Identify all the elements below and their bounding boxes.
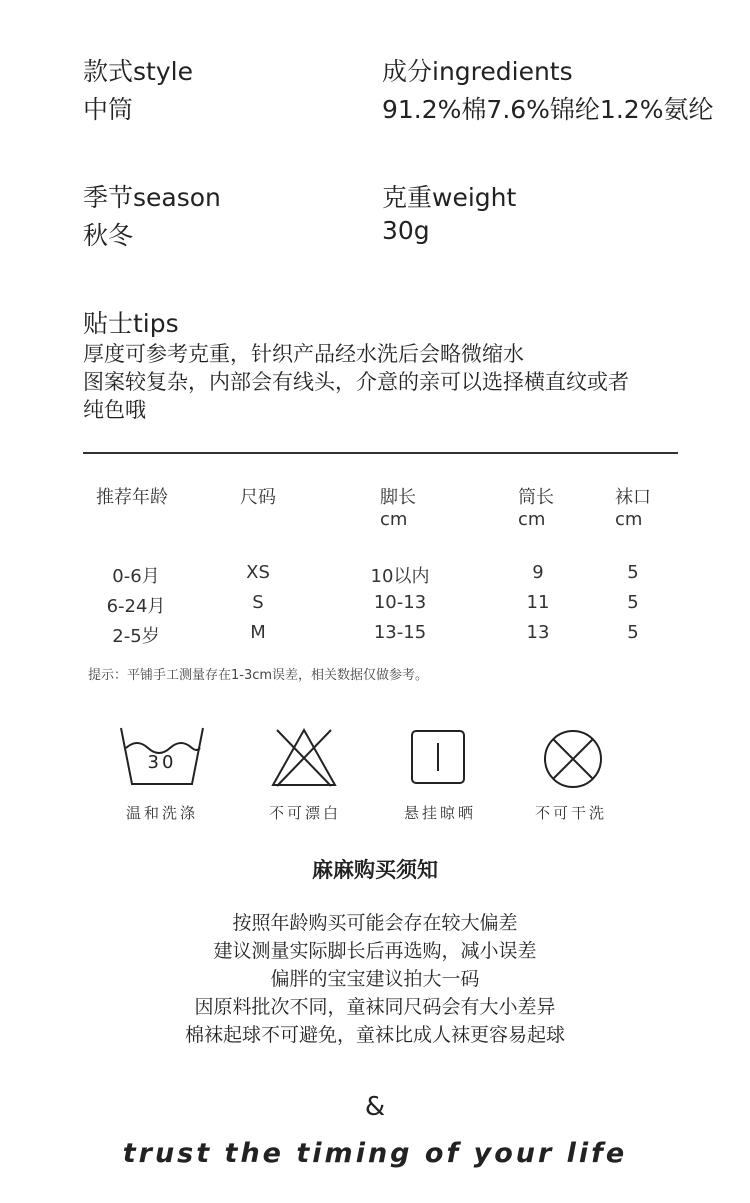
measurement-note: 提示：平铺手工测量存在1-3cm误差，相关数据仅做参考。 (88, 668, 429, 683)
wash-30-icon (118, 726, 206, 788)
season-label: 季节season (83, 183, 221, 212)
wash-temperature: 30 (147, 752, 177, 773)
table-header-age: 推荐年龄 (96, 487, 168, 508)
table-cell: 6-24月 (106, 596, 166, 617)
table-cell: M (250, 622, 266, 643)
table-header-foot-length: 脚长 cm (380, 487, 416, 530)
table-cell: S (252, 592, 264, 613)
tips-label: 贴士tips (83, 309, 179, 338)
table-cell: 13 (526, 622, 550, 643)
table-cell: 10以内 (370, 566, 430, 587)
ampersand: & (364, 1092, 386, 1122)
table-cell: 5 (627, 622, 639, 643)
season-value: 秋冬 (83, 221, 134, 250)
table-header-cuff: 袜口 cm (615, 487, 651, 530)
table-cell: 0-6月 (112, 566, 160, 587)
divider (83, 452, 678, 454)
style-label: 款式style (83, 57, 193, 86)
notice-line: 棉袜起球不可避免，童袜比成人袜更容易起球 (184, 1024, 565, 1046)
care-label-no-bleach: 不可漂白 (268, 804, 341, 822)
table-cell: 13-15 (373, 622, 427, 643)
tips-line: 图案较复杂，内部会有线头，介意的亲可以选择横直纹或者 (83, 370, 629, 394)
table-cell: 11 (526, 592, 550, 613)
notice-line: 按照年龄购买可能会存在较大偏差 (232, 912, 518, 934)
care-label-hang-dry: 悬挂晾晒 (403, 804, 476, 822)
table-cell: 9 (532, 562, 544, 583)
care-label-no-dry-clean: 不可干洗 (534, 804, 607, 822)
table-header-size: 尺码 (240, 487, 276, 508)
ingredients-label: 成分ingredients (382, 57, 573, 86)
no-dry-clean-icon (541, 729, 605, 789)
table-cell: 5 (627, 562, 639, 583)
care-label-gentle-wash: 温和洗涤 (125, 804, 198, 822)
tips-line: 纯色哦 (83, 398, 146, 422)
notice-line: 建议测量实际脚长后再选购，减小误差 (213, 940, 537, 962)
style-value: 中筒 (83, 95, 134, 124)
slogan: trust the timing of your life (122, 1138, 628, 1169)
tips-line: 厚度可参考克重，针织产品经水洗后会略微缩水 (83, 342, 524, 366)
notice-title: 麻麻购买须知 (312, 858, 438, 882)
table-cell: 10-13 (373, 592, 427, 613)
table-cell: 5 (627, 592, 639, 613)
weight-label: 克重weight (382, 183, 517, 212)
table-header-tube-length: 筒长 cm (518, 487, 554, 530)
table-cell: XS (246, 562, 270, 583)
weight-value: 30g (382, 216, 430, 245)
notice-line: 因原料批次不同，童袜同尺码会有大小差异 (194, 996, 556, 1018)
no-bleach-icon (271, 728, 337, 788)
table-cell: 2-5岁 (112, 626, 160, 647)
notice-line: 偏胖的宝宝建议拍大一码 (270, 968, 480, 990)
hang-dry-icon (410, 729, 466, 785)
ingredients-value: 91.2%棉7.6%锦纶1.2%氨纶 (382, 95, 714, 124)
